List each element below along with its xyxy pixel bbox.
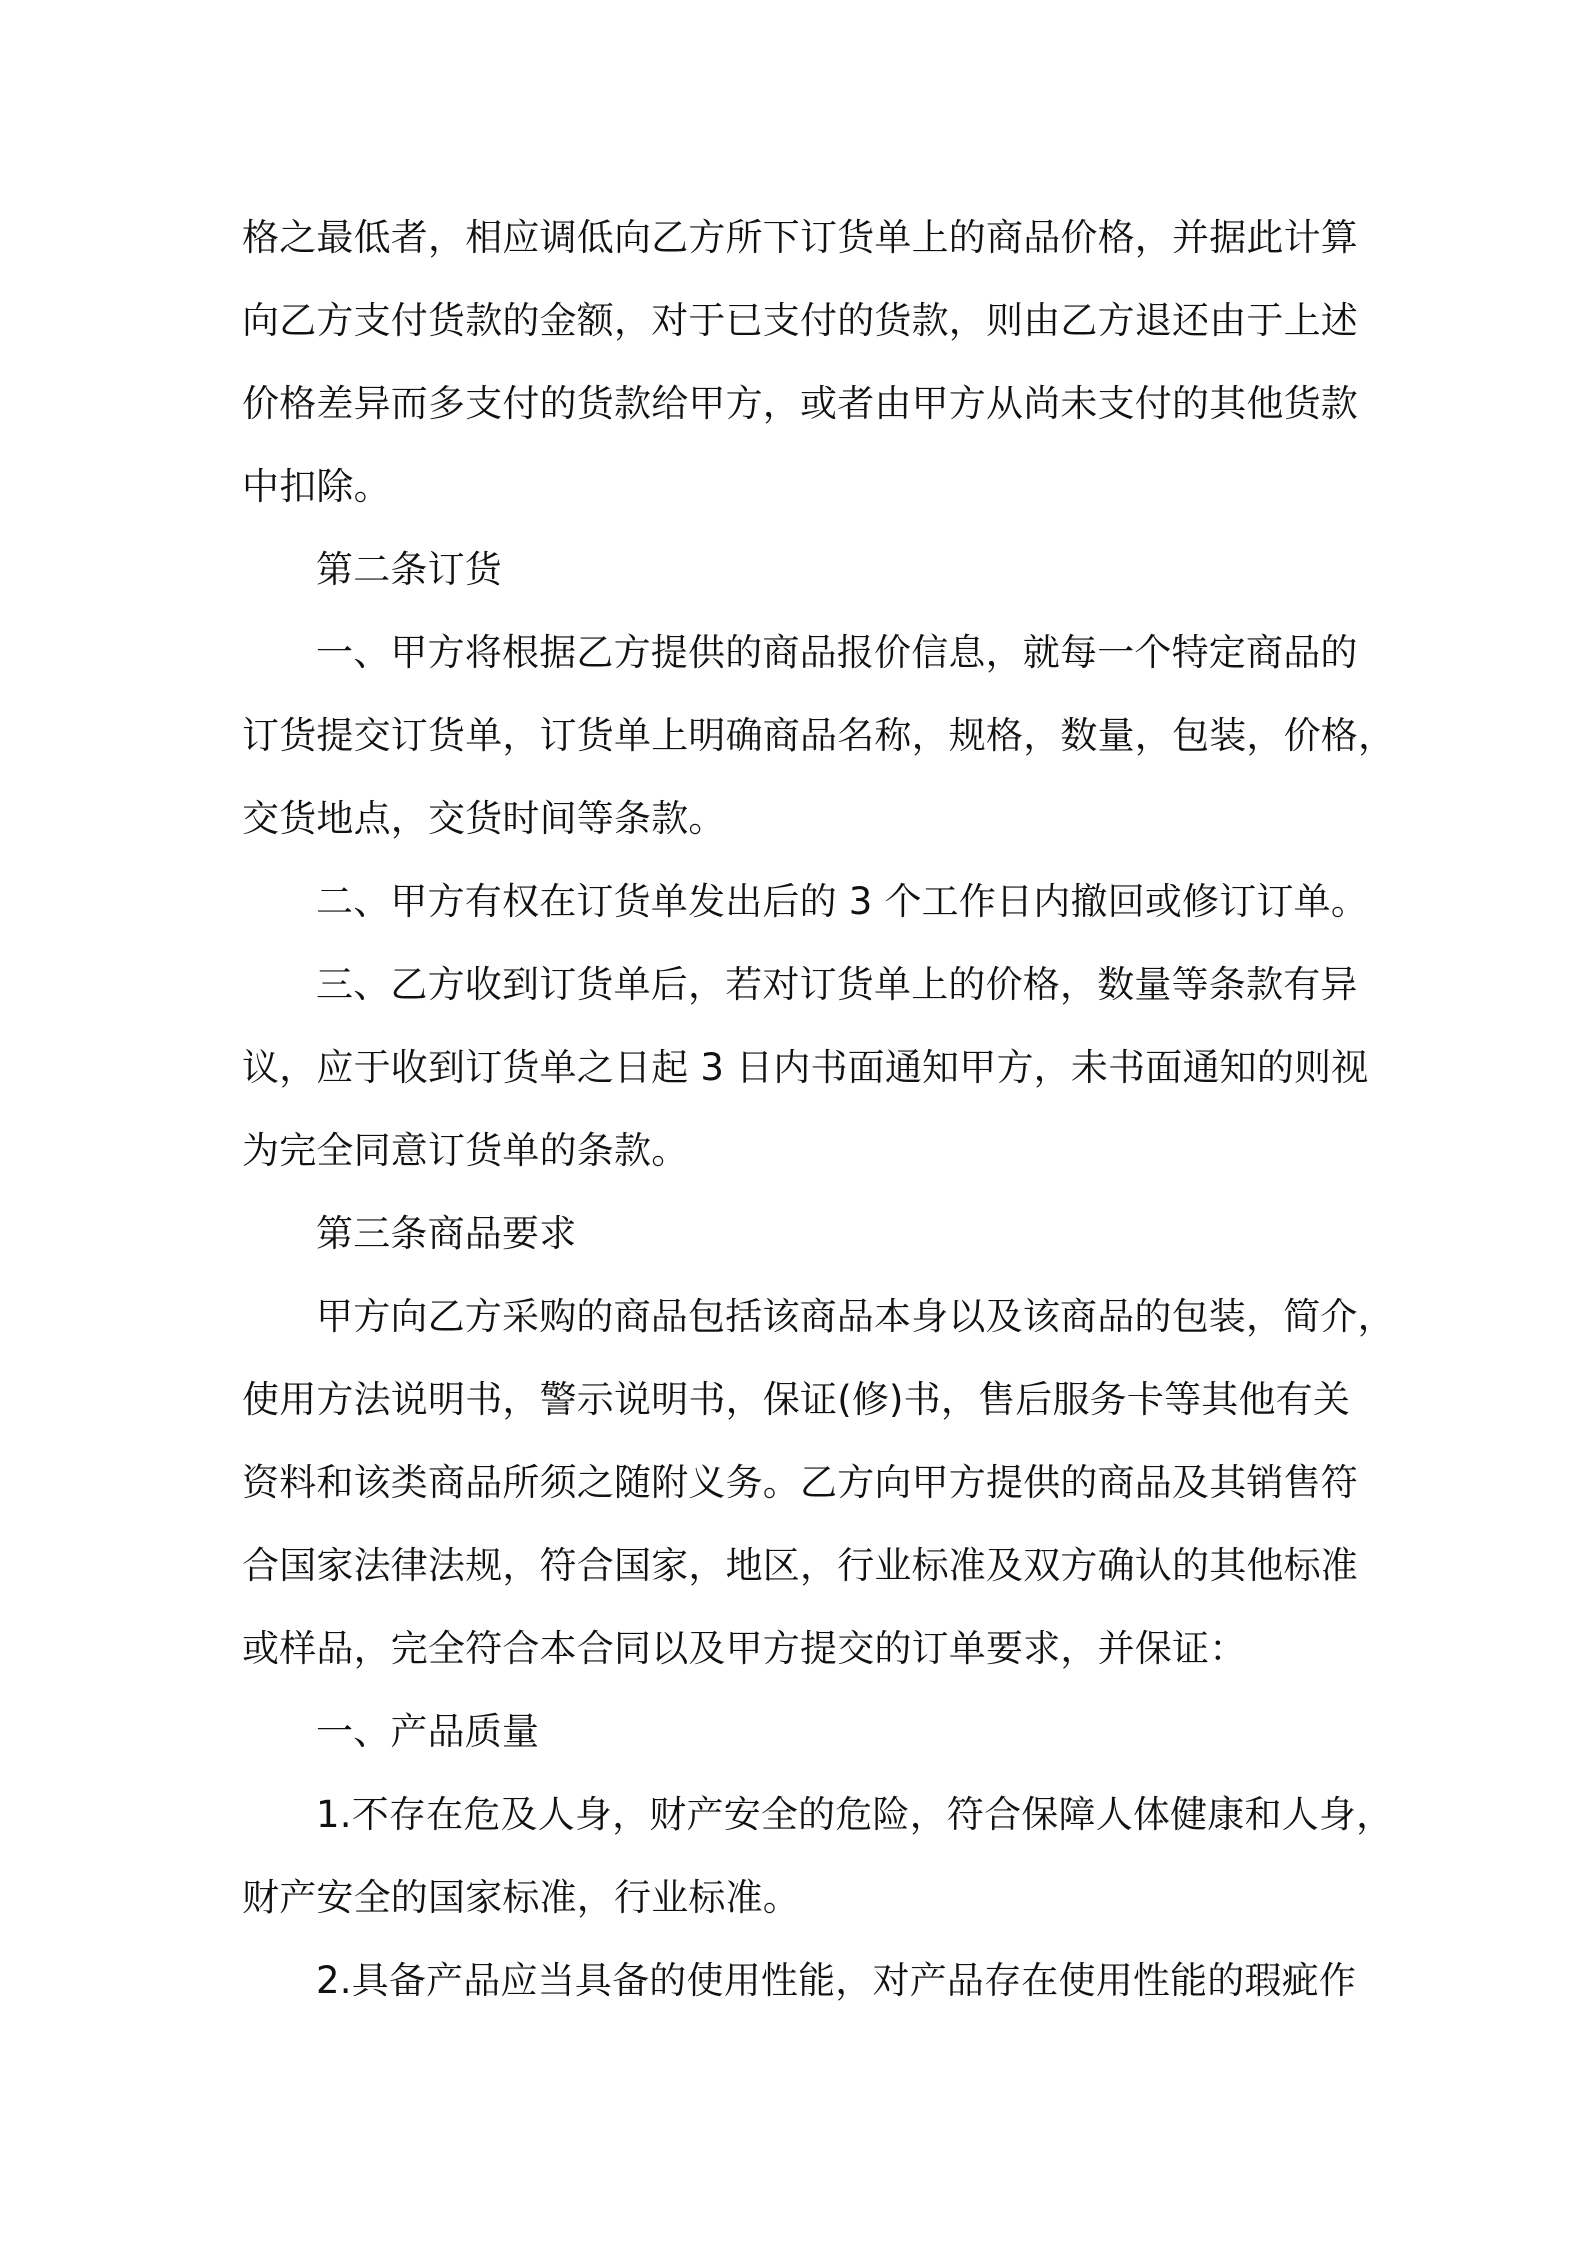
text-line: 订货提交订货单，订货单上明确商品名称，规格，数量，包装，价格， <box>242 714 1396 757</box>
section-heading: 第二条订货 <box>316 548 502 591</box>
document-body <box>242 196 1396 2022</box>
text-line: 中扣除。 <box>242 465 391 508</box>
text-line: 财产安全的国家标准，行业标准。 <box>242 1876 800 1919</box>
subsection-heading: 一、产品质量 <box>316 1710 540 1753</box>
text-line: 交货地点，交货时间等条款。 <box>242 797 726 840</box>
text-line: 2.具备产品应当具备的使用性能，对产品存在使用性能的瑕疵作 <box>316 1959 1357 2002</box>
text-line: 价格差异而多支付的货款给甲方，或者由甲方从尚未支付的其他货款 <box>242 382 1358 425</box>
text-line: 为完全同意订货单的条款。 <box>242 1129 689 1172</box>
text-line: 合国家法律法规，符合国家，地区，行业标准及双方确认的其他标准 <box>242 1544 1358 1587</box>
text-line: 三、乙方收到订货单后，若对订货单上的价格，数量等条款有异 <box>316 963 1358 1006</box>
text-line: 1.不存在危及人身，财产安全的危险，符合保障人体健康和人身， <box>316 1793 1394 1836</box>
text-line: 一、甲方将根据乙方提供的商品报价信息，就每一个特定商品的 <box>316 631 1358 674</box>
text-line: 格之最低者，相应调低向乙方所下订货单上的商品价格，并据此计算 <box>242 216 1358 259</box>
text-line: 议，应于收到订货单之日起 3 日内书面通知甲方，未书面通知的则视 <box>242 1046 1369 1089</box>
text-line: 甲方向乙方采购的商品包括该商品本身以及该商品的包装，简介， <box>316 1295 1395 1338</box>
text-line: 向乙方支付货款的金额，对于已支付的货款，则由乙方退还由于上述 <box>242 299 1358 342</box>
text-line: 二、甲方有权在订货单发出后的 3 个工作日内撤回或修订订单。 <box>316 880 1369 923</box>
section-heading: 第三条商品要求 <box>316 1212 577 1255</box>
text-line: 资料和该类商品所须之随附义务。乙方向甲方提供的商品及其销售符 <box>242 1461 1358 1504</box>
text-line: 使用方法说明书，警示说明书，保证(修)书，售后服务卡等其他有关 <box>242 1378 1351 1421</box>
text-line: 或样品，完全符合本合同以及甲方提交的订单要求，并保证： <box>242 1627 1247 1670</box>
